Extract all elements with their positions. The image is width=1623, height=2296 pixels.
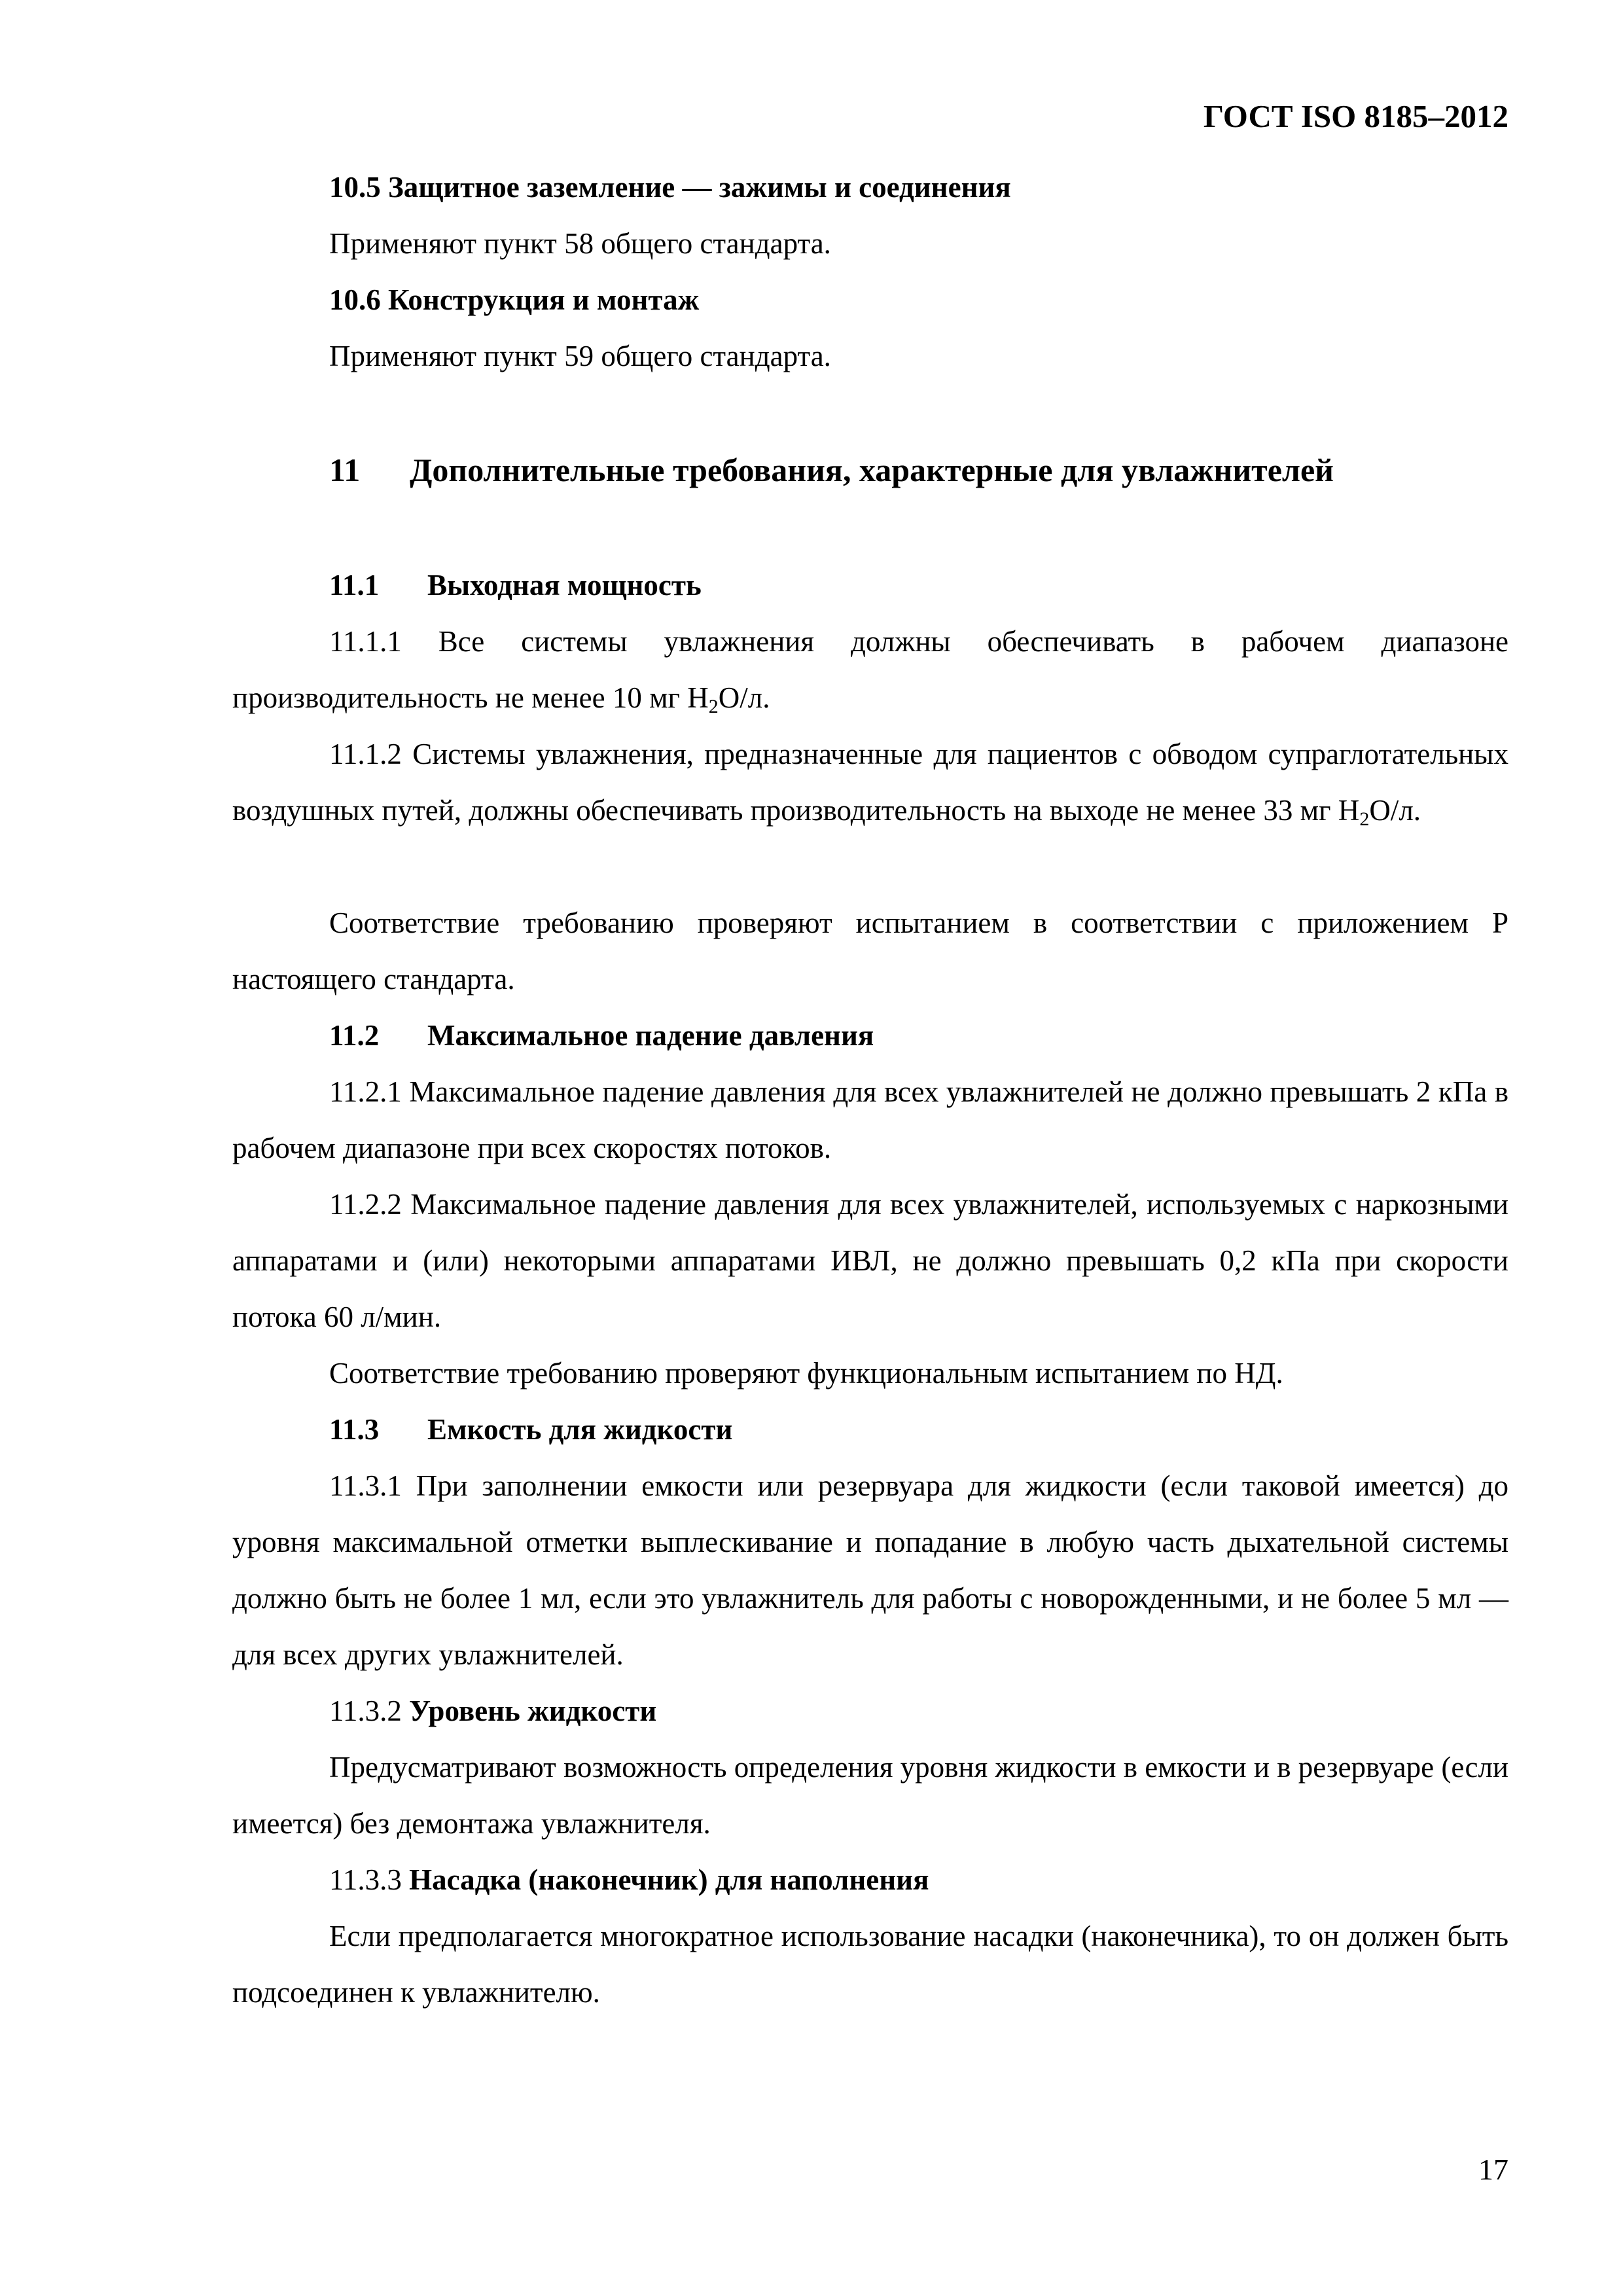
- section-11-1-heading: [232, 557, 1605, 613]
- section-11-3-number: 11.3: [329, 1413, 380, 1446]
- paragraph-number: 11.1.2: [329, 738, 402, 770]
- page-number: 17: [1478, 2153, 1508, 2186]
- paragraph-text: Максимальное падение давления для всех увлажнителей, используемых с наркозными аппаратами и (или) некоторыми аппаратами ИВЛ, не должно превышать 0,2 кПа при скорости потока 60 л/мин.: [232, 1188, 1509, 1333]
- paragraph-number: 11.3.2: [329, 1695, 402, 1727]
- paragraph-text-end: O/л.: [1369, 794, 1421, 827]
- section-11-heading: [232, 442, 1605, 498]
- paragraph-title: Уровень жидкости: [409, 1695, 657, 1727]
- section-11-1-number: 11.1: [329, 569, 380, 601]
- paragraph-11-1-2: [232, 726, 1508, 838]
- section-10-6-title: 10.6 Конструкция и монтаж: [329, 283, 700, 316]
- paragraph-number: 11.1.1: [329, 625, 402, 658]
- paragraph-11-3-2-text: Предусматривают возможность определения уровня жидкости в емкости и в резервуаре (если имеется) без демонтажа увлажнителя.: [232, 1751, 1508, 1840]
- paragraph-number: 11.3.1: [329, 1469, 402, 1502]
- paragraph-text-end: O/л.: [718, 681, 770, 714]
- paragraph-text: Все системы увлажнения должны обеспечивать в рабочем диапазоне производительность не менее 10 мг H: [232, 625, 1509, 714]
- document-header: ГОСТ ISO 8185–2012: [1203, 98, 1508, 134]
- section-11-title: Дополнительные требования, характерные для увлажнителей: [410, 452, 1334, 488]
- paragraph-11-3-2-heading: [232, 1683, 1605, 1739]
- section-10-5-text: Применяют пункт 58 общего стандарта.: [329, 227, 831, 260]
- subscript: 2: [1359, 808, 1370, 830]
- section-10-6-text: Применяют пункт 59 общего стандарта.: [329, 340, 831, 372]
- paragraph-11-2-2: [232, 1176, 1508, 1345]
- paragraph-11-3-3-heading: [232, 1852, 1605, 1908]
- paragraph-11-1-1: [232, 613, 1508, 726]
- paragraph-text: Системы увлажнения, предназначенные для пациентов с обводом супраглотательных воздушных путей, должны обеспечивать производительность на выходе не менее 33 мг H: [232, 738, 1508, 827]
- section-11-2-number: 11.2: [329, 1019, 380, 1052]
- section-11-3-heading: [232, 1401, 1605, 1458]
- paragraph-11-3-1: [232, 1458, 1508, 1683]
- paragraph-text: Максимальное падение давления для всех увлажнителей не должно превышать 2 кПа в рабочем диапазоне при всех скоростях потоков.: [232, 1075, 1508, 1164]
- section-11-2-title: Максимальное падение давления: [427, 1019, 874, 1052]
- paragraph-text: При заполнении емкости или резервуара для жидкости (если таковой имеется) до уровня максимальной отметки выплескивание и попадание в любую часть дыхательной системы должно быть не более 1 мл, если это увлажнитель для работы с новорожденными, и не более 5 мл — для всех других увлажнителей.: [232, 1469, 1509, 1671]
- section-11-1-title: Выходная мощность: [427, 569, 702, 601]
- subscript: 2: [708, 696, 719, 717]
- paragraph-number: 11.2.1: [329, 1075, 402, 1108]
- section-11-number: 11: [329, 452, 361, 488]
- paragraph-number: 11.3.3: [329, 1863, 402, 1896]
- section-11-2-heading: [232, 1007, 1605, 1064]
- paragraph-11-2-1: [232, 1064, 1508, 1176]
- paragraph-title: Насадка (наконечник) для наполнения: [409, 1863, 929, 1896]
- paragraph-11-3-3-text: Если предполагается многократное использование насадки (наконечника), то он должен быть подсоединен к увлажнителю.: [232, 1920, 1508, 2009]
- section-11-3-title: Емкость для жидкости: [427, 1413, 733, 1446]
- compliance-11-2: Соответствие требованию проверяют функциональным испытанием по НД.: [329, 1357, 1283, 1390]
- compliance-11-1: Соответствие требованию проверяют испытанием в соответствии с приложением Р настоящего стандарта.: [232, 906, 1508, 996]
- section-10-5-title: 10.5 Защитное заземление — зажимы и соединения: [329, 171, 1011, 204]
- paragraph-number: 11.2.2: [329, 1188, 402, 1221]
